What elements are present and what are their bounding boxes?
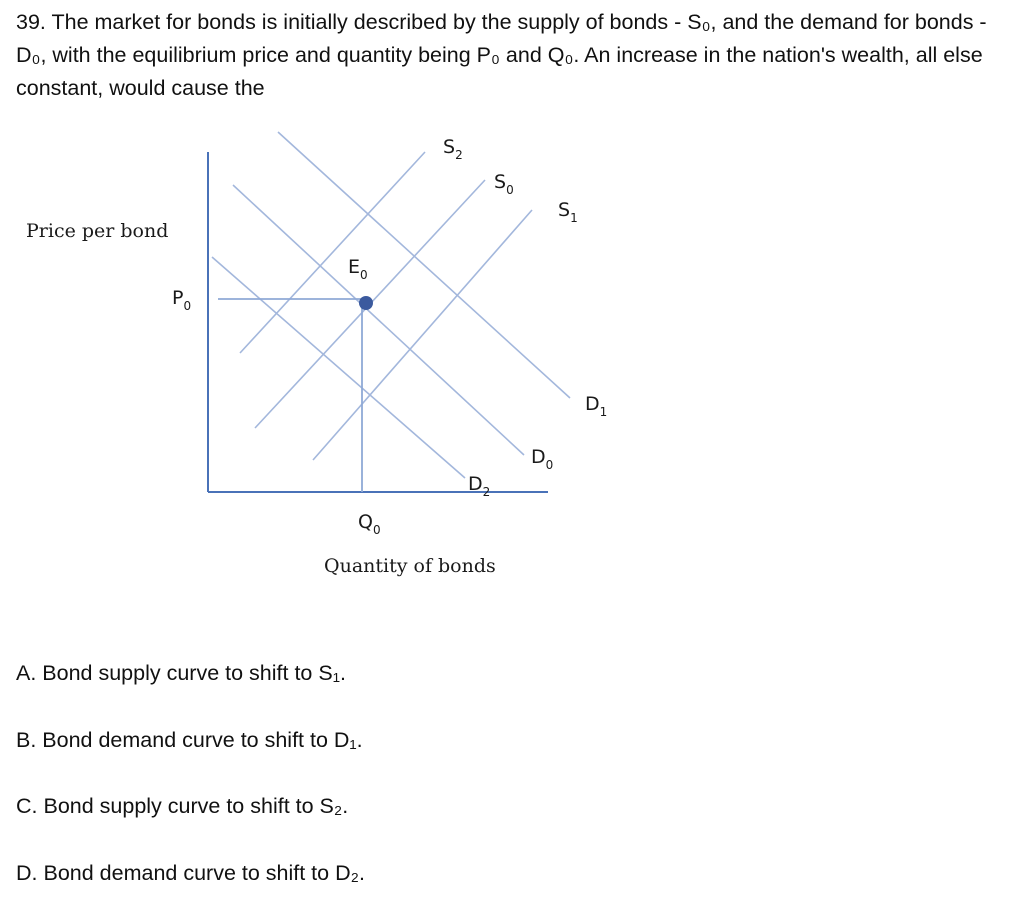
y-axis-label: Price per bond (26, 220, 168, 242)
curve-label-d2: $D_2$ (468, 473, 490, 499)
x-axis-label: Quantity of bonds (324, 555, 496, 577)
answer-options (16, 654, 365, 920)
option-d[interactable]: D. Bond demand curve to shift to D₂. (16, 854, 365, 920)
demand-curve-d0 (233, 185, 524, 455)
option-b[interactable]: B. Bond demand curve to shift to D₁. (16, 721, 365, 788)
curve-label-d0: $D_0$ (531, 446, 553, 472)
option-a[interactable]: A. Bond supply curve to shift to S₁. (16, 654, 365, 721)
curve-label-s1: $S_1$ (558, 199, 578, 225)
bond-market-diagram (0, 120, 700, 590)
quantity-q0-label: $Q_0$ (358, 511, 381, 537)
question-text: 39. The market for bonds is initially described by the supply of bonds - S₀, and the demand for bonds - D₀, with the equilibrium price and quantity being P₀ and Q₀. An increase in the nation's wealth, all else constant, would cause the (16, 6, 1016, 105)
price-p0-label: $P_0$ (172, 287, 191, 313)
demand-curve-d2 (212, 257, 465, 478)
equilibrium-point (359, 296, 373, 310)
option-c[interactable]: C. Bond supply curve to shift to S₂. (16, 787, 365, 854)
equilibrium-e0-label: $E_0$ (348, 256, 368, 282)
curve-label-d1: $D_1$ (585, 393, 607, 419)
curve-label-s0: $S_0$ (494, 171, 514, 197)
curve-label-s2: $S_2$ (443, 136, 463, 162)
